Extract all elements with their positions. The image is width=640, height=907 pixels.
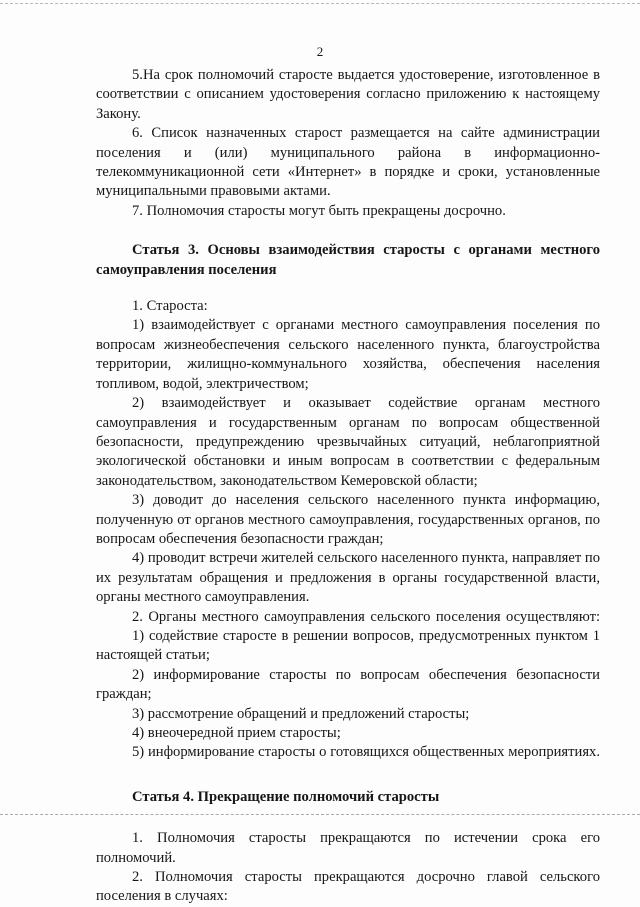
- paragraph-early-termination: 7. Полномочия старосты могут быть прекращены досрочно.: [132, 202, 506, 219]
- article-3-item-1-heading: 1. Староста:: [132, 298, 208, 315]
- article-3-item-1-2: 2) взаимодействует и оказывает содействие органам местного самоуправления и государственным органам по вопросам общественной безопасности, предупреждению чрезвычайных ситуаций, неблагоприятной экологической обстановки и иным вопросам в соответствии с федеральным законодательством, законодательством Кемеровской области;: [96, 395, 600, 489]
- article-4-item-2: 2. Полномочия старосты прекращаются досрочно главой сельского поселения в случаях:: [96, 869, 600, 905]
- article-3-title: Статья 3. Основы взаимодействия старосты с органами местного самоуправления поселения: [96, 242, 600, 278]
- page-number: 2: [316, 44, 324, 59]
- paragraph-list-publication: 6. Список назначенных старост размещается на сайте администрации поселения и (или) муниципального района в информационно-телекоммуникационной сети «Интернет» в порядке и сроки, установленные муниципальными правовыми актами.: [96, 125, 600, 200]
- document-body: [96, 66, 600, 907]
- article-3-item-1-4: 4) проводит встречи жителей сельского населенного пункта, направляет по их результатам обращения и предложения в органы государственной власти, органы местного самоуправления.: [96, 550, 600, 606]
- article-3-item-2-1: 1) содействие старосте в решении вопросов, предусмотренных пунктом 1 настоящей статьи;: [96, 627, 600, 664]
- article-3-item-2-5: 5) информирование старосты о готовящихся общественных мероприятиях.: [132, 744, 600, 761]
- article-3-item-2-heading: 2. Органы местного самоуправления сельского поселения осуществляют:: [132, 608, 600, 625]
- scan-page-seam: [0, 814, 640, 815]
- article-4-title: Статья 4. Прекращение полномочий старосты: [132, 788, 440, 805]
- article-3-item-1-3: 3) доводит до населения сельского населенного пункта информацию, полученную от органов местного самоуправления, государственных органов, по вопросам обеспечения безопасности граждан;: [96, 492, 600, 547]
- scan-edge-top: [0, 3, 640, 4]
- article-3-item-2-3: 3) рассмотрение обращений и предложений старосты;: [132, 705, 470, 722]
- paragraph-certificate: 5.На срок полномочий старосте выдается удостоверение, изготовленное в соответствии с описанием удостоверения согласно приложению к настоящему Закону.: [96, 67, 600, 122]
- article-3-item-2-2: 2) информирование старосты по вопросам обеспечения безопасности граждан;: [96, 666, 600, 703]
- article-4-item-1: 1. Полномочия старосты прекращаются по истечении срока его полномочий.: [96, 830, 600, 866]
- article-3-item-2-4: 4) внеочередной прием старосты;: [132, 725, 341, 741]
- article-3-item-1-1: 1) взаимодействует с органами местного самоуправления поселения по вопросам жизнеобеспечения сельского населенного пункта, благоустройства территории, жилищно-коммунального хозяйства, обеспечения населения топливом, водой, электричеством;: [96, 317, 600, 392]
